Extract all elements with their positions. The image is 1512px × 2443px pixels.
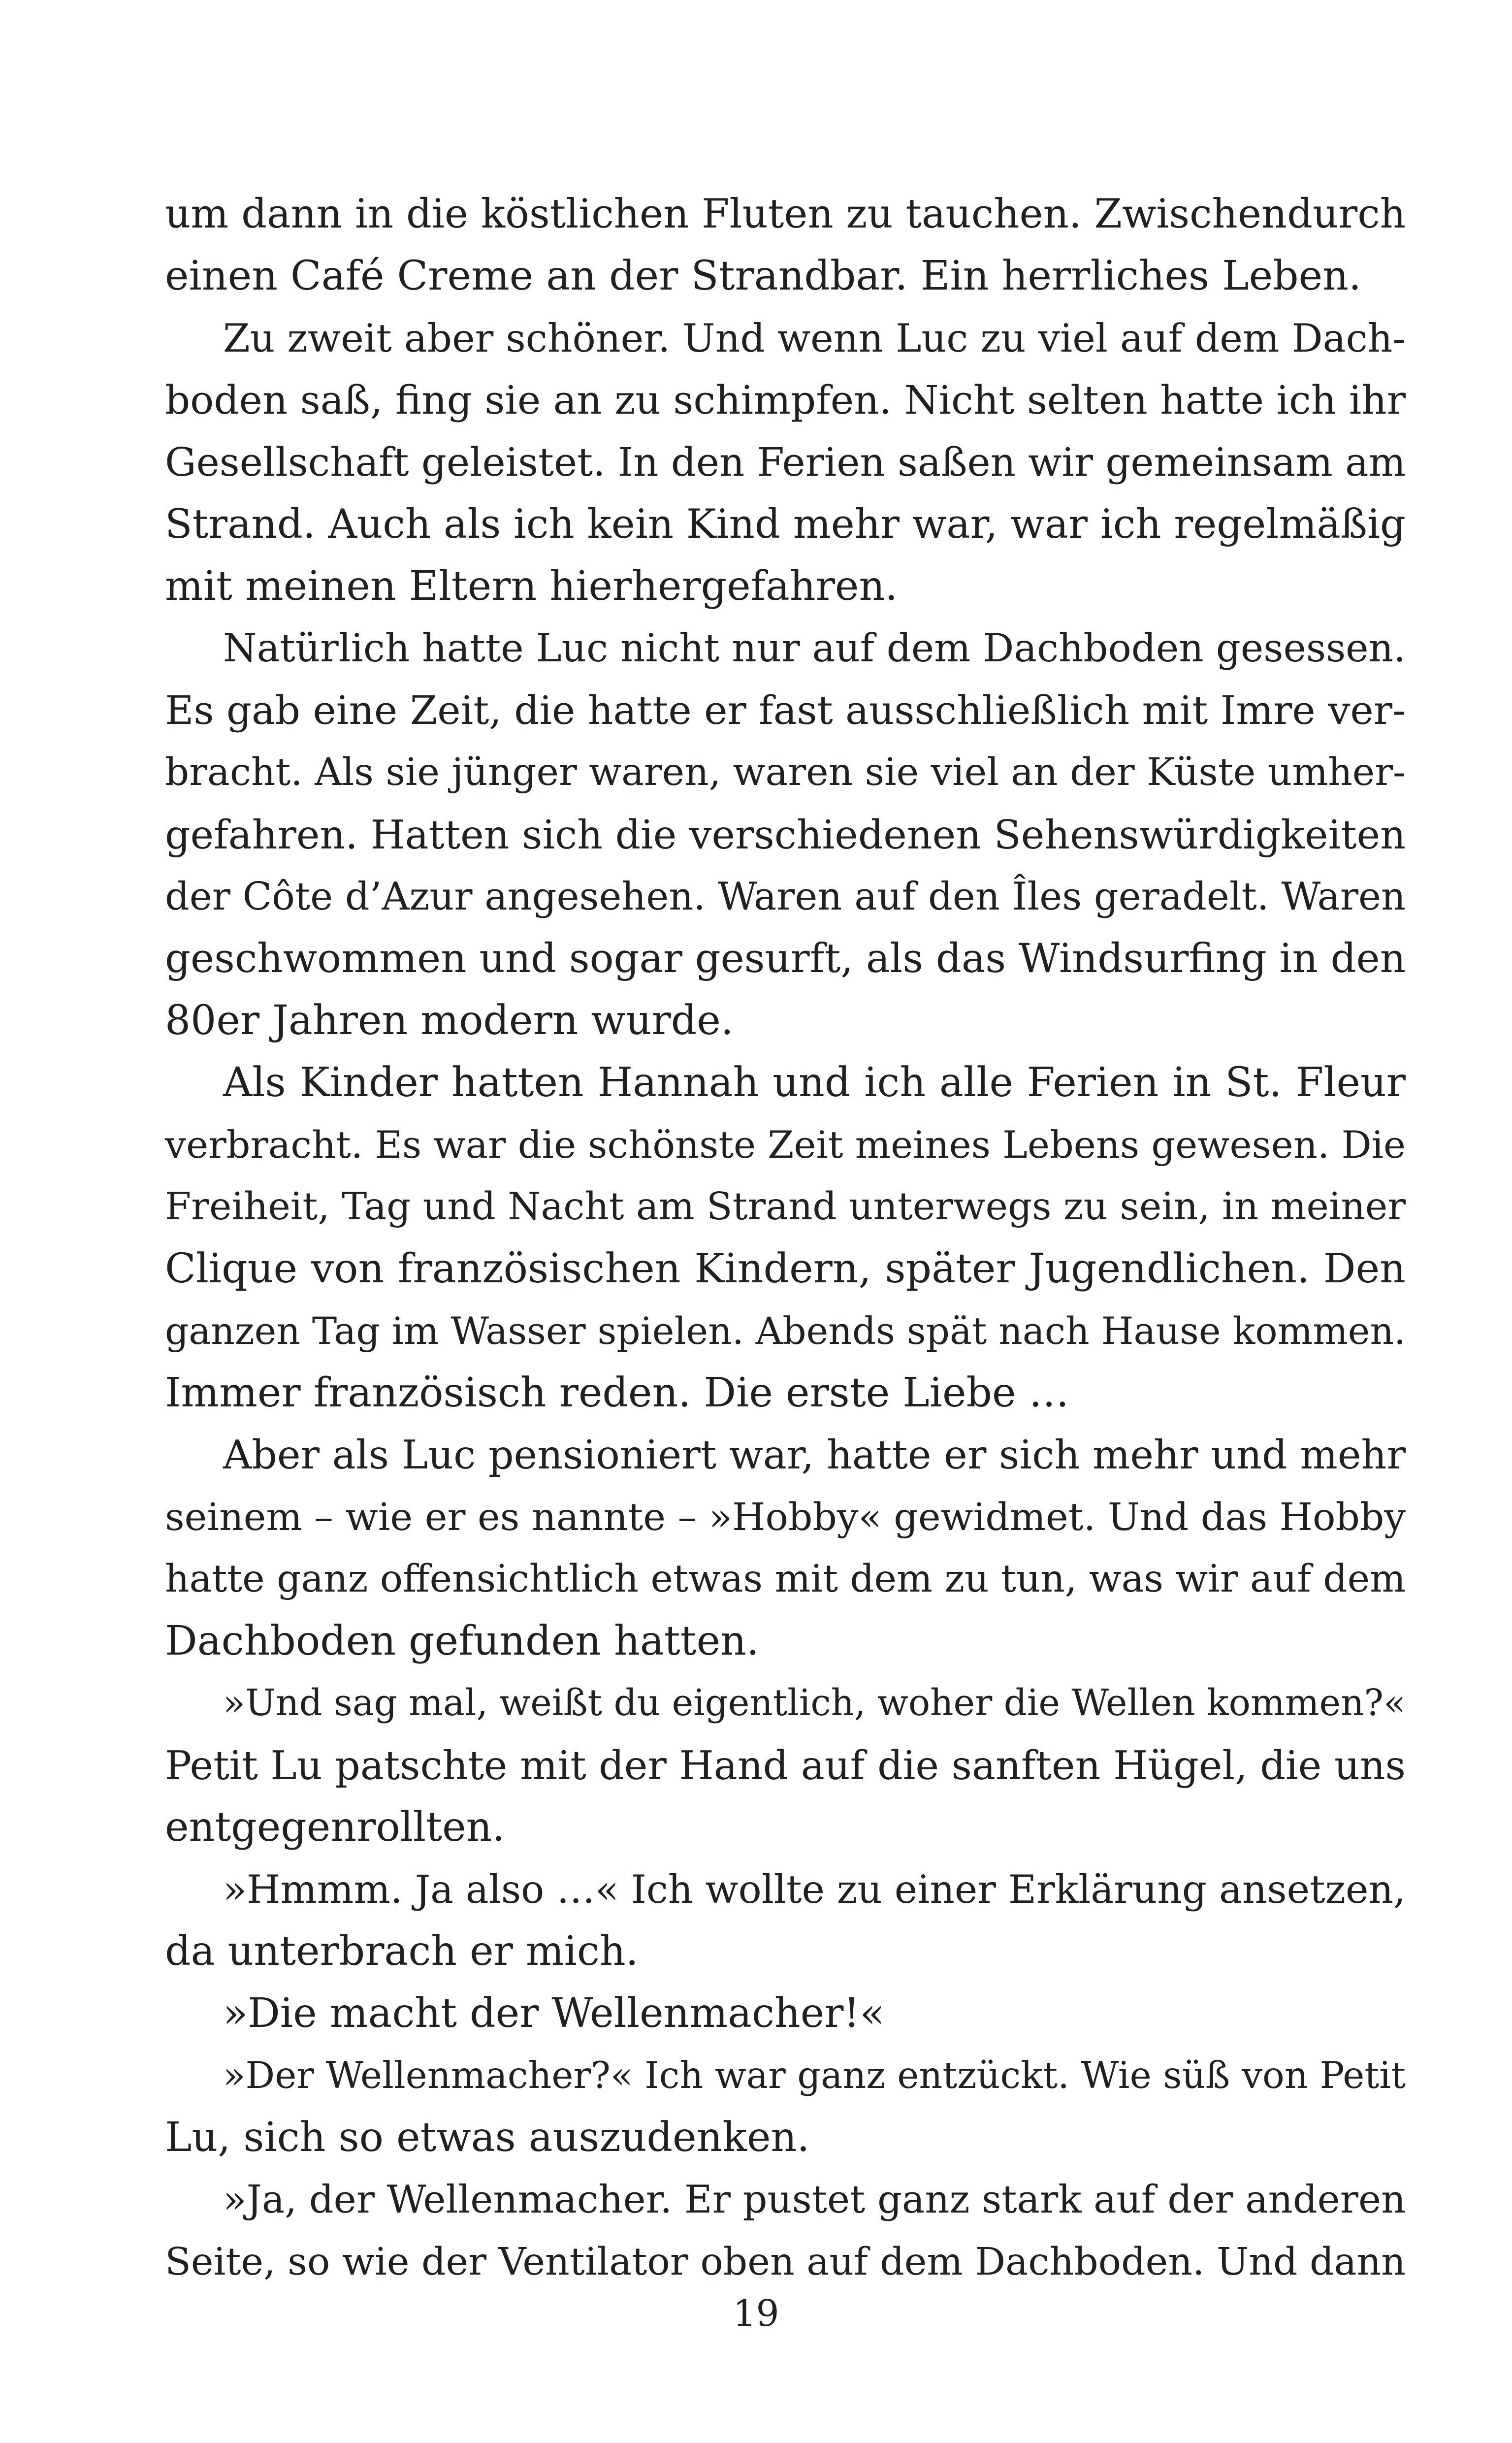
text-line: einen Café Creme an der Strandbar. Ein herrliches Leben. <box>165 253 1362 299</box>
text-line: verbracht. Es war die schönste Zeit meines Lebens gewesen. Die <box>165 1123 1406 1167</box>
text-line: Seite, so wie der Ventilator oben auf dem Dachboden. Und dann <box>165 2240 1406 2284</box>
text-line: Es gab eine Zeit, die hatte er fast ausschließlich mit Imre ver- <box>165 687 1406 733</box>
text-line: geschwommen und sogar gesurft, als das Windsurfing in den <box>165 936 1406 982</box>
text-line: gefahren. Hatten sich die verschiedenen Sehenswürdigkeiten <box>165 812 1406 858</box>
text-line: entgegenrollten. <box>165 1804 505 1851</box>
text-line: Lu, sich so etwas auszudenken. <box>165 2114 810 2161</box>
text-line: um dann in die köstlichen Fluten zu tauchen. Zwischendurch <box>165 191 1406 237</box>
text-line: bracht. Als sie jünger waren, waren sie viel an der Küste umher- <box>165 750 1406 794</box>
text-line: mit meinen Eltern hierhergefahren. <box>165 563 898 610</box>
text-line: Petit Lu patschte mit der Hand auf die sanften Hügel, die uns <box>165 1742 1406 1789</box>
text-line: boden saß, fing sie an zu schimpfen. Nicht selten hatte ich ihr <box>165 377 1406 423</box>
text-line: Immer französisch reden. Die erste Liebe … <box>165 1369 1069 1416</box>
text-line: Zu zweit aber schöner. Und wenn Luc zu viel auf dem Dach- <box>223 316 1406 361</box>
text-line: Clique von französischen Kindern, später Jugendlichen. Den <box>165 1245 1406 1292</box>
text-line: »Die macht der Wellenmacher!« <box>223 1990 885 2037</box>
body-text <box>165 183 1406 2293</box>
text-line: 80er Jahren modern wurde. <box>165 997 734 1044</box>
text-line: »Hmmm. Ja also …« Ich wollte zu einer Erklärung ansetzen, <box>223 1867 1406 1912</box>
text-line: ganzen Tag im Wasser spielen. Abends spät nach Hause kommen. <box>165 1309 1406 1353</box>
text-line: der Côte d’Azur angesehen. Waren auf den Îles geradelt. Waren <box>165 875 1406 919</box>
text-line: Strand. Auch als ich kein Kind mehr war, war ich regelmäßig <box>165 501 1406 548</box>
text-line: »Ja, der Wellenmacher. Er pustet ganz stark auf der anderen <box>223 2178 1406 2222</box>
text-line: Gesellschaft geleistet. In den Ferien saßen wir gemeinsam am <box>165 439 1406 485</box>
text-line: »Und sag mal, weißt du eigentlich, woher die Wellen kommen?« <box>223 1682 1406 1724</box>
text-line: hatte ganz offensichtlich etwas mit dem zu tun, was wir auf dem <box>165 1557 1406 1601</box>
page-number: 19 <box>733 2292 779 2335</box>
text-line: »Der Wellenmacher?« Ich war ganz entzückt. Wie süß von Petit <box>223 2054 1406 2097</box>
text-line: da unterbrach er mich. <box>165 1928 639 1975</box>
text-line: seinem – wie er es nannte – »Hobby« gewidmet. Und das Hobby <box>165 1495 1406 1539</box>
text-line: Dachboden gefunden hatten. <box>165 1618 760 1664</box>
text-line: Als Kinder hatten Hannah und ich alle Ferien in St. Fleur <box>223 1059 1406 1106</box>
text-line: Natürlich hatte Luc nicht nur auf dem Dachboden gesessen. <box>223 626 1406 671</box>
text-line: Freiheit, Tag und Nacht am Strand unterwegs zu sein, in meiner <box>165 1185 1406 1229</box>
text-line: Aber als Luc pensioniert war, hatte er sich mehr und mehr <box>223 1432 1406 1478</box>
